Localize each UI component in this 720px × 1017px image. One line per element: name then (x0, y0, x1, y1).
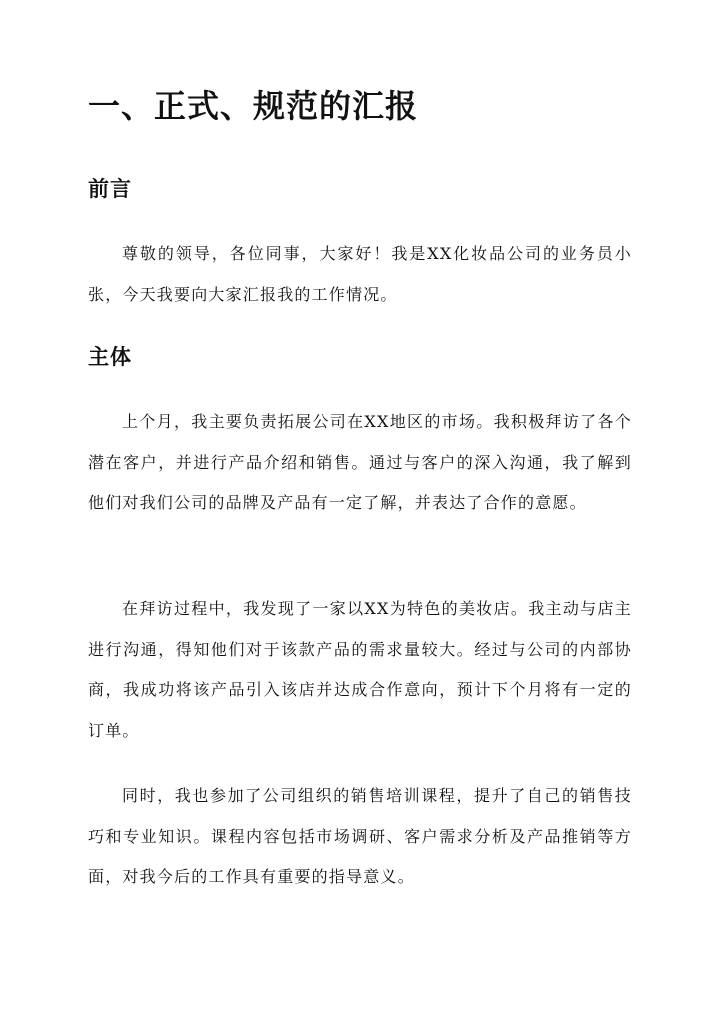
paragraph-body-1: 上个月，我主要负责拓展公司在XX地区的市场。我积极拜访了各个潜在客户，并进行产品介绍和销售。通过与客户的深入沟通，我了解到他们对我们公司的品牌及产品有一定了解，并表达了合作的意愿。 (88, 412, 632, 512)
paragraph-preface: 尊敬的领导，各位同事，大家好！我是XX化妆品公司的业务员小张，今天我要向大家汇报我的工作情况。 (88, 244, 632, 304)
section-heading-preface: 前言 (88, 176, 132, 201)
paragraph-body-2: 在拜访过程中，我发现了一家以XX为特色的美妆店。我主动与店主进行沟通，得知他们对于该款产品的需求量较大。经过与公司的内部协商，我成功将该产品引入该店并达成合作意向，预计下个月将有一定的订单。 (88, 599, 632, 740)
document-title: 一、正式、规范的汇报 (88, 87, 419, 125)
section-heading-body: 主体 (88, 344, 132, 369)
paragraph-body-3: 同时，我也参加了公司组织的销售培训课程，提升了自己的销售技巧和专业知识。课程内容包括市场调研、客户需求分析及产品推销等方面，对我今后的工作具有重要的指导意义。 (88, 786, 632, 886)
